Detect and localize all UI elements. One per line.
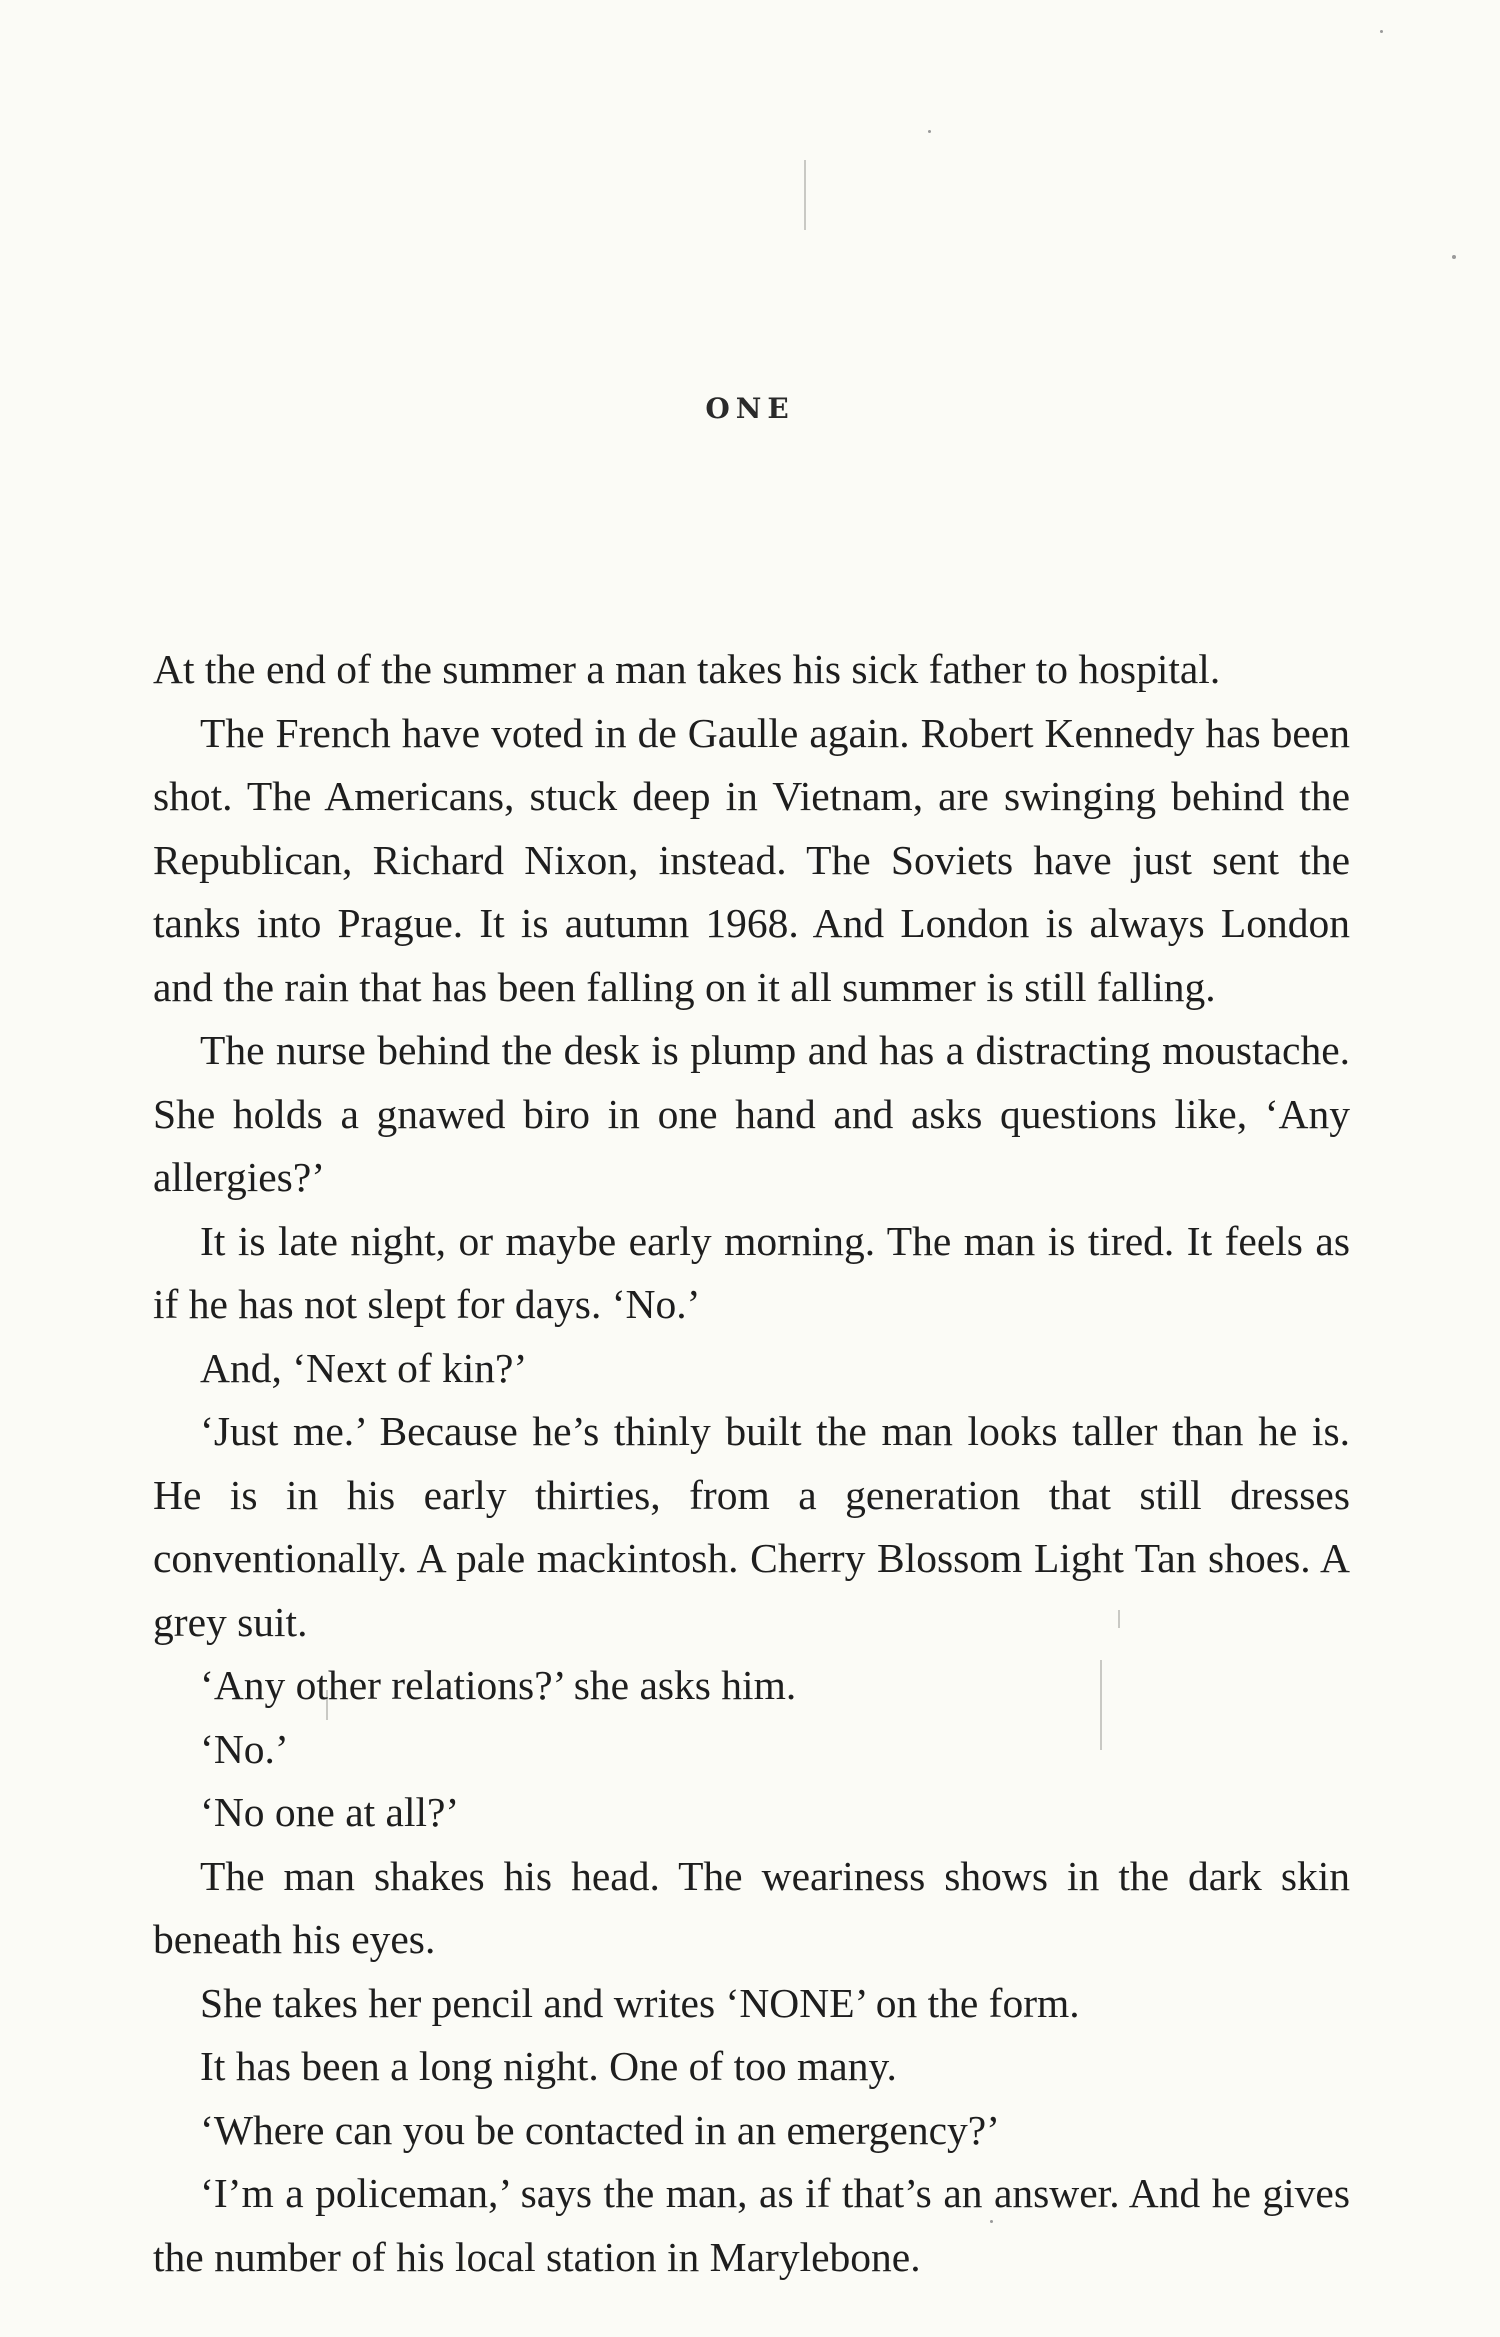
paragraph: The man shakes his head. The weariness shows in the dark skin beneath his eyes. [153, 1852, 1350, 1962]
paragraph: At the end of the summer a man takes his sick father to hospital. [153, 646, 1221, 692]
chapter-body [153, 638, 1350, 2289]
paragraph: The French have voted in de Gaulle again. Robert Kennedy has been shot. The Americans, stuck deep in Vietnam, are swinging behind the Republican, Richard Nixon, instead. The Soviets have just sent the tanks into Prague. It is autumn 1968. And London is always London and the rain that has been falling on it all summer is still falling. [153, 709, 1350, 1010]
paragraph: ‘Just me.’ Because he’s thinly built the man looks taller than he is. He is in his early thirties, from a generation that still dresses conventionally. A pale mackintosh. Cherry Blossom Light Tan shoes. A grey suit. [153, 1408, 1350, 1645]
paragraph: It is late night, or maybe early morning. The man is tired. It feels as if he has not slept for days. ‘No.’ [153, 1217, 1350, 1327]
paragraph: She takes her pencil and writes ‘NONE’ on the form. [200, 1979, 1080, 2026]
paragraph: ‘Where can you be contacted in an emergency?’ [200, 2106, 1000, 2153]
scan-scratch [804, 160, 806, 230]
scan-speck [928, 130, 931, 133]
paragraph: It has been a long night. One of too many. [200, 2043, 897, 2089]
paragraph: The nurse behind the desk is plump and has a distracting moustache. She holds a gnawed biro in one hand and asks questions like, ‘Any allergies?’ [153, 1027, 1350, 1200]
scan-speck [1452, 255, 1456, 259]
scan-speck [1380, 30, 1383, 33]
chapter-heading: ONE [705, 392, 795, 425]
paragraph: ‘No.’ [200, 1725, 289, 1772]
paragraph: And, ‘Next of kin?’ [200, 1344, 528, 1391]
paragraph: ‘I’m a policeman,’ says the man, as if that’s an answer. And he gives the number of his local station in Marylebone. [153, 2170, 1350, 2280]
paragraph: ‘No one at all?’ [200, 1789, 460, 1835]
paragraph: ‘Any other relations?’ she asks him. [200, 1662, 797, 1708]
